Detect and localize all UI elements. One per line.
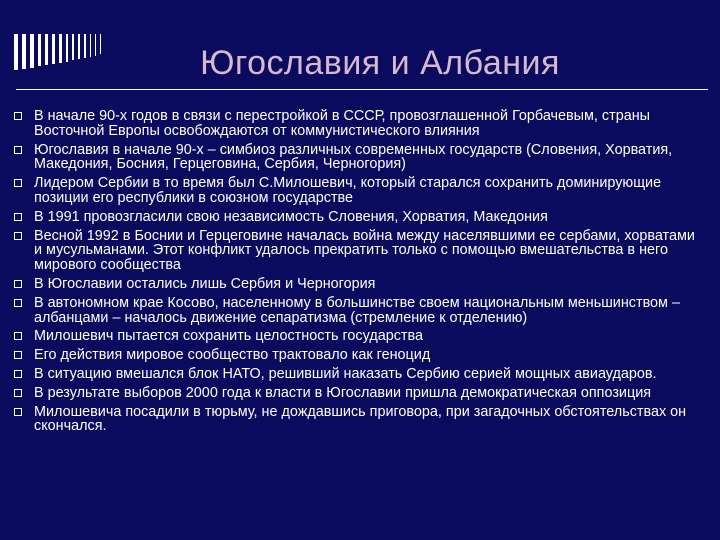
bullet-text: Милошевич пытается сохранить целостность государства bbox=[34, 328, 424, 345]
bullet-text: В автономном крае Косово, населенному в большинстве своем национальным меньшинством – албанцами – началось движение сепаратизма (стремление к отделению) bbox=[34, 294, 680, 326]
bullet-text: В ситуацию вмешался блок НАТО, решивший наказать Сербию серией мощных авиаударов. bbox=[34, 365, 657, 382]
hollow-square-icon bbox=[14, 112, 22, 120]
title-divider-line bbox=[16, 89, 708, 90]
hollow-square-icon bbox=[14, 213, 22, 221]
bullet-item bbox=[14, 386, 704, 401]
bullet-item bbox=[14, 109, 704, 139]
bullet-text: В Югославии остались лишь Сербия и Черногория bbox=[34, 275, 376, 292]
bullet-item bbox=[14, 296, 704, 326]
bullet-item bbox=[14, 329, 704, 344]
bullet-text: Его действия мировое сообщество трактовало как геноцид bbox=[34, 347, 431, 364]
bullet-text: Милошевича посадили в тюрьму, не дождавшись приговора, при загадочных обстоятельствах он скончался. bbox=[34, 403, 687, 435]
bullet-list bbox=[14, 109, 704, 438]
bullet-item bbox=[14, 143, 704, 173]
bullet-item bbox=[14, 405, 704, 435]
bullet-item bbox=[14, 348, 704, 363]
hollow-square-icon bbox=[14, 389, 22, 397]
bullet-item bbox=[14, 176, 704, 206]
bullet-text: В результате выборов 2000 года к власти в Югославии пришла демократическая оппозиция bbox=[34, 384, 652, 401]
hollow-square-icon bbox=[14, 179, 22, 187]
bullet-text: В начале 90-х годов в связи с перестройкой в СССР, провозглашенной Горбачевым, страны Восточной Европы освобождаются от коммунистического влияния bbox=[34, 108, 650, 139]
bullet-text: Югославия в начале 90-х – симбиоз различных современных государств (Словения, Хорватия, Македония, Босния, Герцеговина, Сербия, Черногория) bbox=[34, 141, 673, 173]
bullet-text: Лидером Сербии в то время был С.Милошевич, который старался сохранить доминирующие позиции его республики в союзном государстве bbox=[34, 175, 662, 206]
bullet-text: В 1991 провозгласили свою независимость Словения, Хорватия, Македония bbox=[34, 208, 548, 225]
slide-title: Югославия и Албания bbox=[200, 44, 560, 82]
bullet-item bbox=[14, 210, 704, 225]
hollow-square-icon bbox=[14, 370, 22, 378]
bullet-item bbox=[14, 229, 704, 273]
bullet-item bbox=[14, 367, 704, 382]
hollow-square-icon bbox=[14, 299, 22, 307]
hollow-square-icon bbox=[14, 146, 22, 154]
hollow-square-icon bbox=[14, 332, 22, 340]
hollow-square-icon bbox=[14, 232, 22, 240]
bullet-text: Весной 1992 в Боснии и Герцеговине началась война между населявшими ее сербами, хорватами и мусульманами. Этот конфликт удалось прекратить только с помощью вмешательства в него мирового сообщества bbox=[34, 227, 695, 274]
bullet-item bbox=[14, 277, 704, 292]
hollow-square-icon bbox=[14, 408, 22, 416]
hollow-square-icon bbox=[14, 280, 22, 288]
hollow-square-icon bbox=[14, 351, 22, 359]
